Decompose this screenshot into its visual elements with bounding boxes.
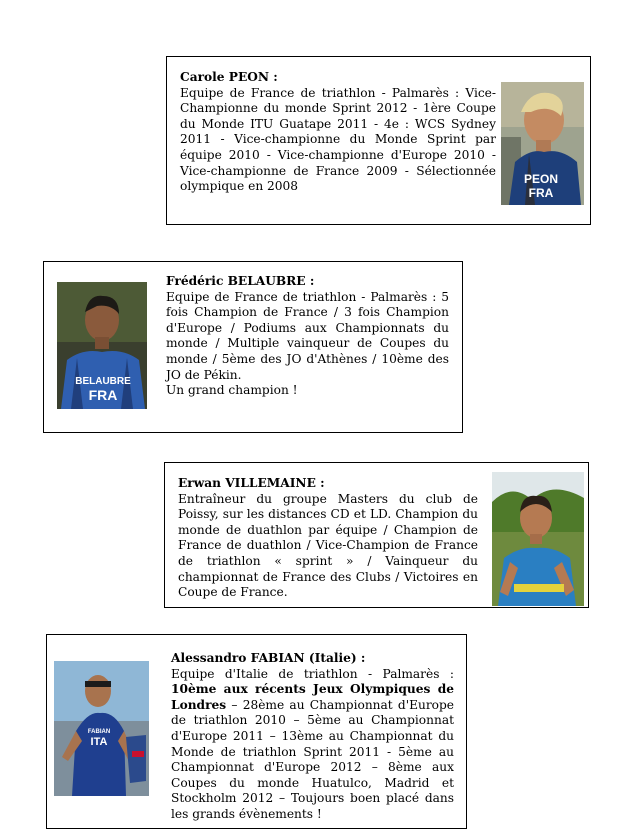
athlete-card-villemaine <box>164 462 589 608</box>
athlete-name: Erwan VILLEMAINE <box>178 476 316 490</box>
athlete-bio: Equipe de France de triathlon - Palmarès : 5 fois Champion de France / 3 fois Champion d'Europe / Podiums aux Championnats du monde / Multiple vainqueur de Coupes du monde / 5ème des JO d'Athènes / 10ème des JO de Pékin. <box>166 289 449 382</box>
athlete-photo-peon <box>501 82 584 205</box>
athlete-bio-highlight: 10ème aux récents Jeux Olympiques de Londres <box>171 682 454 712</box>
athlete-text: Erwan VILLEMAINE : Entraîneur du groupe Masters du club de Poissy, sur les distances CD et LD. Champion du monde de duathlon par équipe / Champion de France de duathlon / Vice-Champion de France de triathlon « sprint » / Vainqueur du championnat de France des Clubs / Victoires en Coupe de France. <box>178 476 478 600</box>
bib-text-1: PEON <box>523 172 559 186</box>
athlete-text: Frédéric BELAUBRE : Equipe de France de triathlon - Palmarès : 5 fois Champion de France / 3 fois Champion d'Europe / Podiums aux Championnats du monde / Multiple vainqueur de Coupes du monde / 5ème des JO d'Athènes / 10ème des JO de Pékin. Un grand champion ! <box>166 274 449 398</box>
bib-text-1: ITA <box>90 736 108 748</box>
athlete-name: Carole PEON <box>180 70 269 84</box>
athlete-tagline: Un grand champion ! <box>166 383 298 398</box>
athlete-name: Frédéric BELAUBRE <box>166 274 306 288</box>
bib-text-1: BELAUBRE <box>75 376 131 387</box>
athlete-card-peon <box>166 56 591 225</box>
athlete-text: Carole PEON : Equipe de France de triathlon - Palmarès : Vice-Championne du monde Sprint 2012 - 1ère Coupe du Monde ITU Guatape 2011 - 4e : WCS Sydney 2011 - Vice-championne du Monde Sprint par équipe 2010 - Vice-championne d'Europe 2010 - Vice-championne de France 2009 - Sélectionnée olympique en 2008 <box>180 70 496 194</box>
athlete-bio: Entraîneur du groupe Masters du club de Poissy, sur les distances CD et LD. Champion du monde de duathlon par équipe / Champion de France de duathlon / Vice-Champion de France de triathlon « sprint » / Vainqueur du championnat de France des Clubs / Victoires en Coupe de France. <box>178 491 478 600</box>
athlete-bio-end: – 28ème au Championnat d'Europe de triathlon 2010 – 5ème au Championnat d'Europe 2011 – 13ème au Championnat du Monde de triathlon Sprint 2011 - 5ème au Championnat d'Europe 2012 – 8ème aux Coupes du monde Huatulco, Madrid et Stockholm 2012 – Toujours boen placé dans les grands évènements ! <box>171 697 454 821</box>
bib-text-2: FRA <box>88 387 118 403</box>
bib-text-2: FRA <box>528 186 554 200</box>
athlete-bio: Equipe de France de triathlon - Palmarès : Vice-Championne du monde Sprint 2012 - 1ère Coupe du Monde ITU Guatape 2011 - 4e : WCS Sydney 2011 - Vice-championne du Monde Sprint par équipe 2010 - Vice-championne d'Europe 2010 - Vice-championne de France 2009 - Sélectionnée olympique en 2008 <box>180 85 496 194</box>
athlete-card-belaubre <box>43 261 463 433</box>
athlete-bio-start: Equipe d'Italie de triathlon - Palmarès : <box>171 666 454 681</box>
bib-text-2: FABIAN <box>87 729 111 735</box>
athlete-text: Alessandro FABIAN (Italie) : Equipe d'Italie de triathlon - Palmarès : 10ème aux récents Jeux Olympiques de Londres – 28ème au Championnat d'Europe de triathlon 2010 – 5ème au Championnat d'Europe 2011 – 13ème au Championnat du Monde de triathlon Sprint 2011 - 5ème au Championnat d'Europe 2012 – 8ème aux Coupes du monde Huatulco, Madrid et Stockholm 2012 – Toujours boen placé dans les grands évènements ! <box>171 651 454 821</box>
athlete-photo-belaubre <box>57 282 147 409</box>
athlete-card-fabian <box>46 634 467 829</box>
athlete-photo-fabian <box>54 661 149 796</box>
athlete-name: Alessandro FABIAN (Italie) <box>171 651 357 665</box>
athlete-photo-villemaine <box>492 472 584 606</box>
